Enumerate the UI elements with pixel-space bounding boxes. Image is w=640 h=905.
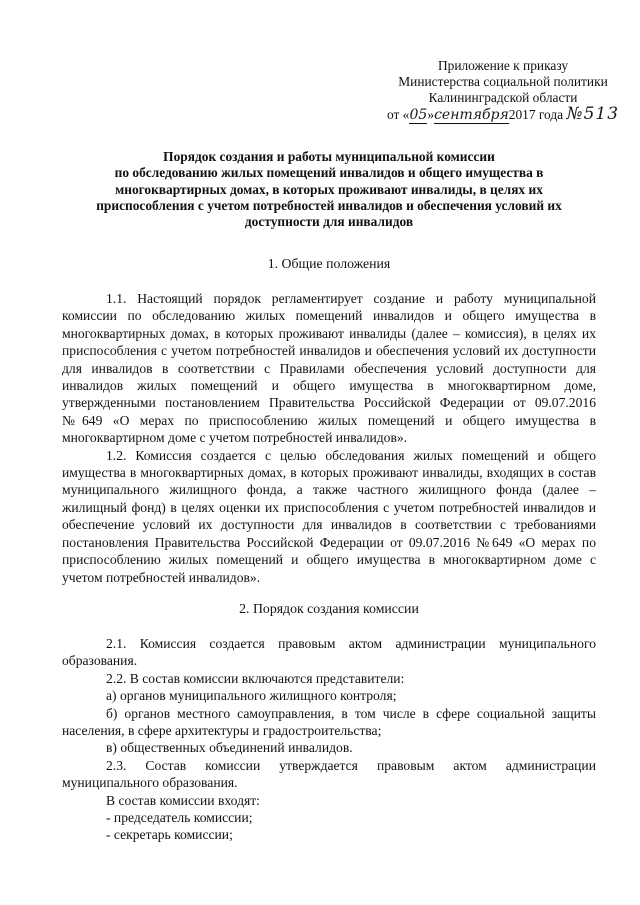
paragraph-2-3: 2.3. Состав комиссии утверждается правовым актом администрации муниципального образования.: [62, 757, 596, 791]
handwritten-doc-number: №513: [566, 104, 620, 124]
document-title: [62, 149, 596, 230]
list-item-c: в) общественных объединений инвалидов.: [106, 740, 353, 756]
list-item-b: б) органов местного самоуправления, в том числе в сфере социальной защиты населения, в сфере архитектуры и градостроительства;: [62, 705, 596, 739]
title-line: по обследованию жилых помещений инвалидов и общего имущества в: [114, 165, 544, 181]
section-1-heading: 1. Общие положения: [267, 256, 391, 271]
section-2-body: [62, 635, 596, 844]
member-chairman: - председатель комиссии;: [106, 810, 253, 826]
section-1-body: [62, 290, 596, 586]
handwritten-day: 05: [409, 107, 428, 123]
handwritten-month: сентября: [434, 107, 509, 123]
composition-intro: В состав комиссии входят:: [106, 792, 260, 808]
paragraph-2-1: 2.1. Комиссия создается правовым актом администрации муниципального образования.: [62, 636, 596, 669]
paragraph-1-2: 1.2. Комиссия создается с целью обследования жилых помещений и общего имущества в многоквартирных домах, в которых проживают инвалиды, входящих в состав муниципального жилищного фонда, а также частного жилищного фонда (далее – жилищный фонд) в целях оценки их приспособления с учетом потребностей инвалидов и обеспечение условий их доступности для инвалидов в соответствии с требованиями постановления Правительства Российской Федерации от 09.07.2016 №649 «О мерах по приспособлению жилых помещений и общего имущества в многоквартирном доме с учетом потребностей инвалидов».: [62, 447, 596, 585]
date-year: 2017 года: [508, 107, 564, 122]
member-secretary: - секретарь комиссии;: [106, 827, 233, 843]
title-line: Порядок создания и работы муниципальной комиссии: [163, 149, 495, 164]
approval-header: [372, 58, 634, 124]
header-line-2: Министерства социальной политики: [398, 74, 608, 89]
date-mid: »: [427, 107, 435, 122]
title-line: приспособления с учетом потребностей инвалидов и обеспечения условий их: [96, 197, 562, 213]
title-line: многоквартирных домах, в которых проживают инвалиды, в целях их: [115, 181, 543, 197]
header-date-line: [372, 106, 634, 124]
date-prefix: от «: [386, 107, 410, 122]
title-line: доступности для инвалидов: [244, 214, 414, 230]
section-2-heading: 2. Порядок создания комиссии: [239, 601, 419, 616]
list-item-a: а) органов муниципального жилищного контроля;: [106, 688, 397, 704]
paragraph-2-2: 2.2. В состав комиссии включаются представители:: [106, 670, 405, 686]
header-line-1: Приложение к приказу: [437, 58, 569, 73]
header-line-3: Калининградской области: [428, 90, 578, 105]
paragraph-1-1: 1.1. Настоящий порядок регламентирует создание и работу муниципальной комиссии по обследованию жилых помещений инвалидов и общего имущества в многоквартирных домах, в которых проживают инвалиды (далее – комиссия), в целях их приспособления с учетом потребностей инвалидов и обеспечения условий их доступности для инвалидов в соответствии с Правилами обеспечения условий доступности для инвалидов жилых помещений и общего имущества в многоквартирном доме, утвержденными постановлением Правительства Российской Федерации от 09.07.2016 №649 «О мерах по приспособлению жилых помещений и общего имущества в многоквартирном доме с учетом потребностей инвалидов».: [62, 291, 596, 446]
